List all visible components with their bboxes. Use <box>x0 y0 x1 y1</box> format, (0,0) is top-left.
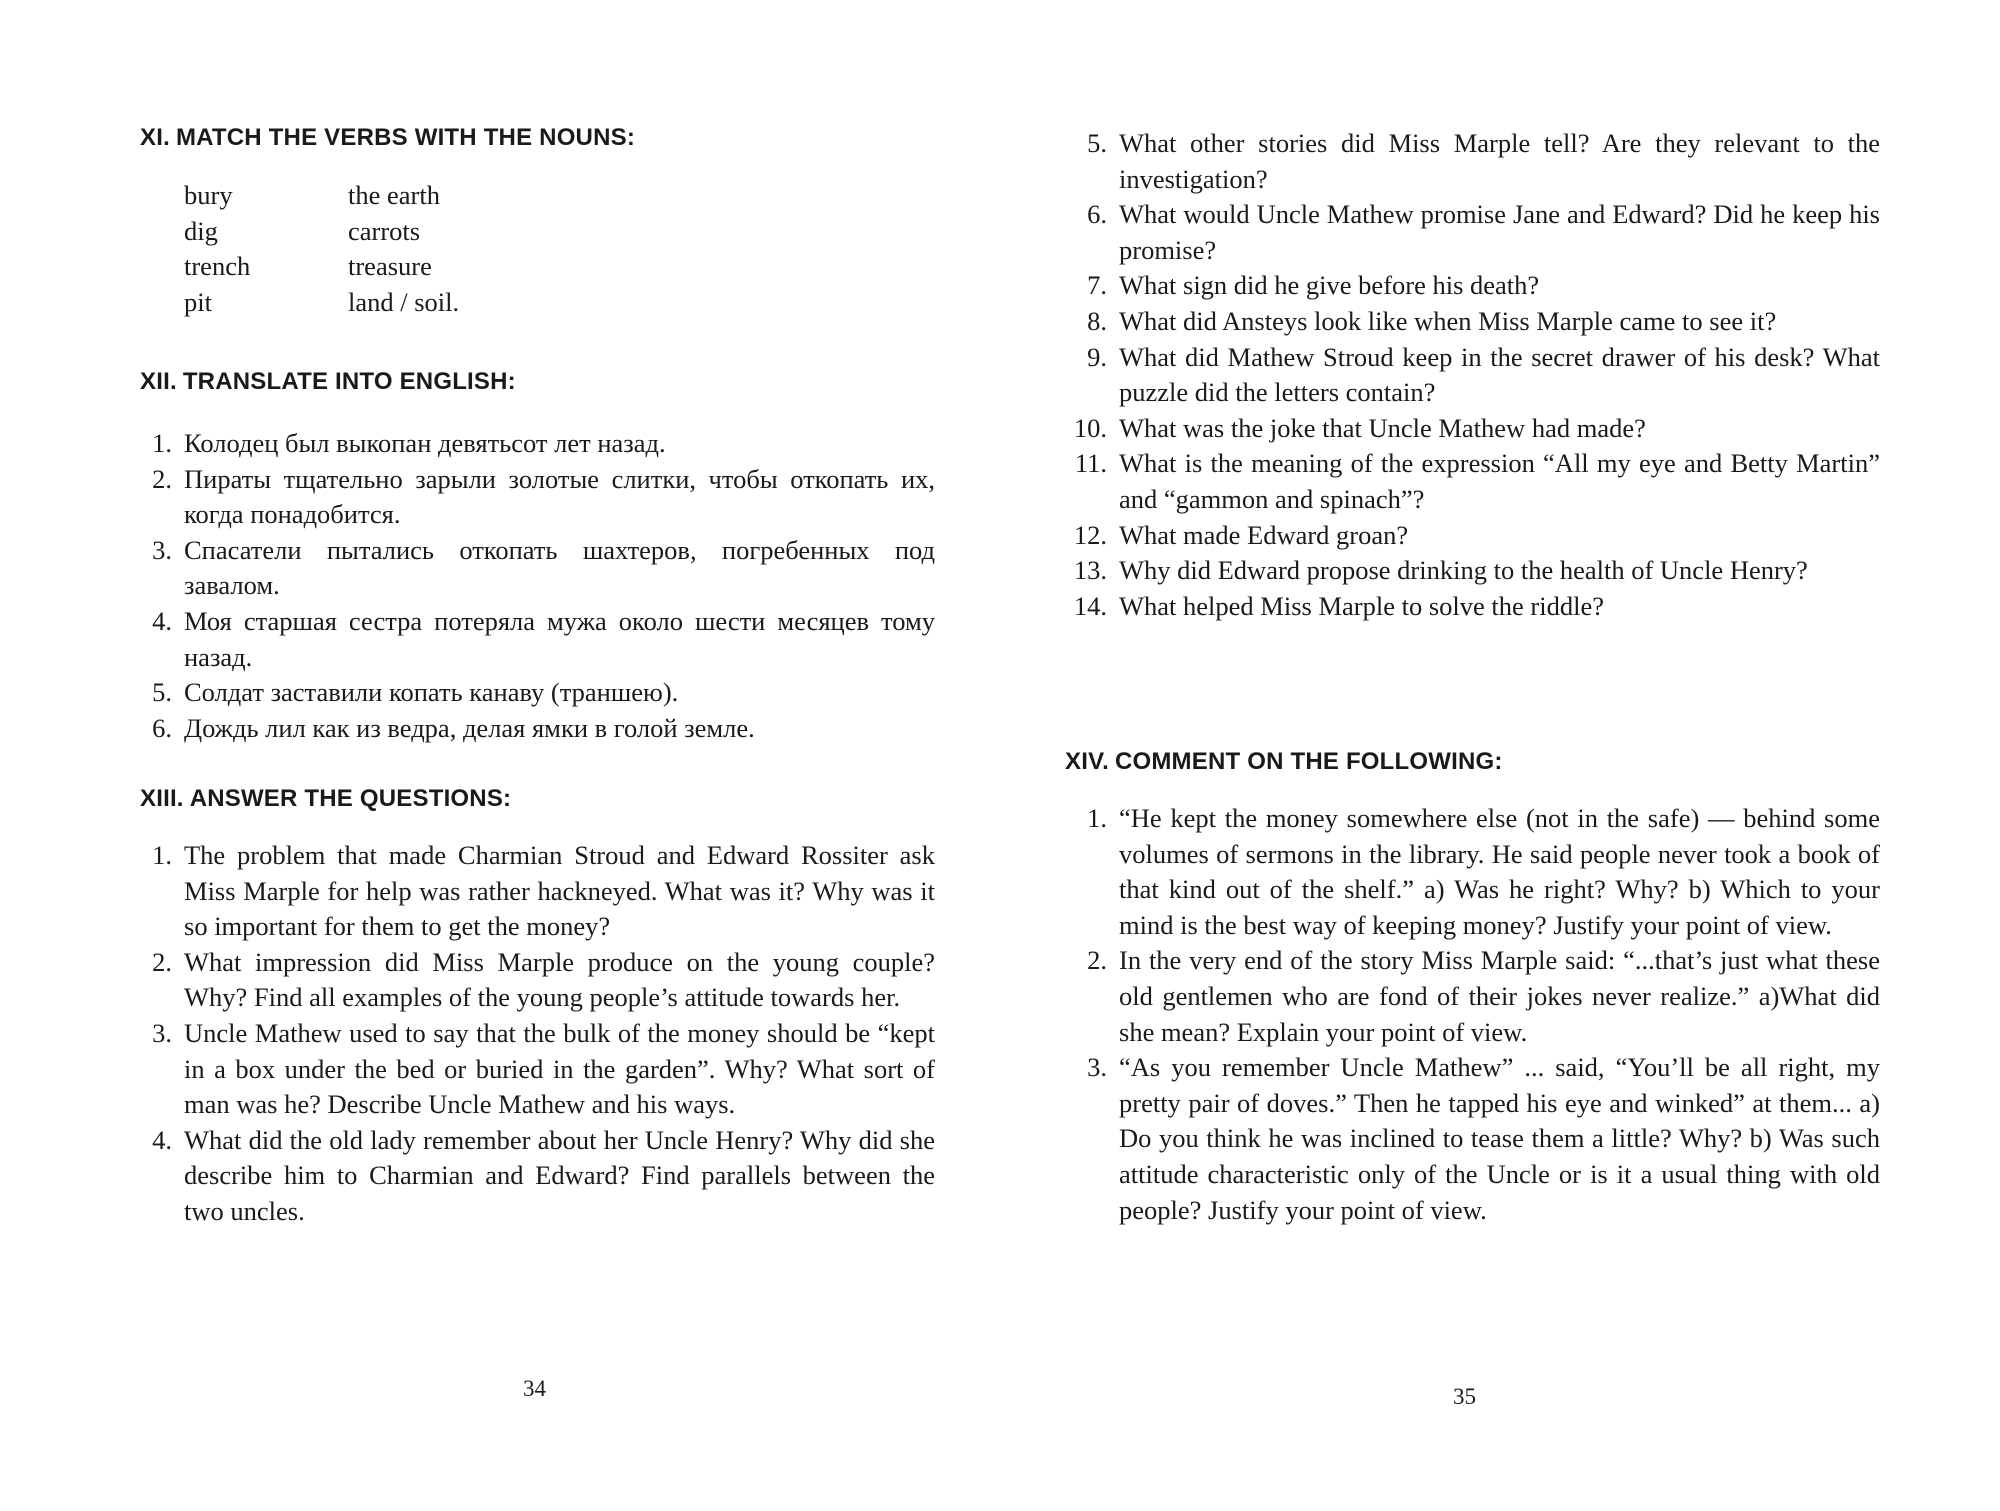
questions-list-continued <box>1065 126 1880 624</box>
list-item: 13. Why did Edward propose drinking to the health of Uncle Henry? <box>1073 555 1808 586</box>
section-xi-heading <box>140 124 635 152</box>
list-item: 2. In the very end of the story Miss Marple said: “...that’s just what these old gentlemen who are fond of their jokes never realize.” a)What did she mean? Explain your point of view. <box>1087 945 1880 1047</box>
list-item: 11. What is the meaning of the expression “All my eye and Betty Martin” and “gammon and spinach”? <box>1074 448 1880 514</box>
list-item: 3. “As you remember Uncle Mathew” ... said, “You’ll be all right, my pretty pair of doves.” Then he tapped his eye and winked” at them... a) Do you think he was inclined to tease them a little? Why? b) Was such attitude characteristic only of the Uncle or is it a usual thing with old people? Justify your point of view. <box>1087 1052 1880 1225</box>
section-number: XI. <box>140 124 170 151</box>
list-item: 7. What sign did he give before his death? <box>1087 270 1540 301</box>
list-item: 4. What did the old lady remember about her Uncle Henry? Why did she describe him to Charmian and Edward? Find parallels between the two uncles. <box>152 1124 935 1226</box>
match-noun: treasure <box>348 251 432 281</box>
list-item: 2. What impression did Miss Marple produce on the young couple? Why? Find all examples of the young people’s attitude towards her. <box>152 946 935 1013</box>
match-verb: bury <box>184 180 233 210</box>
list-item: 6. What would Uncle Mathew promise Jane and Edward? Did he keep his promise? <box>1087 199 1880 265</box>
section-xiv-heading <box>1065 748 1503 776</box>
list-item: 12. What made Edward groan? <box>1073 519 1409 550</box>
section-number: XII. <box>140 368 177 395</box>
comments-list <box>1065 801 1880 1228</box>
match-noun: carrots <box>348 215 421 246</box>
list-item: 10. What was the joke that Uncle Mathew had made? <box>1073 412 1646 443</box>
match-row <box>184 285 648 321</box>
list-item: 1. Колодец был выкопан девятьсот лет назад. <box>152 428 666 458</box>
match-row <box>184 178 648 214</box>
match-verb: dig <box>184 215 218 246</box>
translate-list <box>140 426 935 746</box>
page-number: 35 <box>1453 1384 1476 1409</box>
list-item: 14. What helped Miss Marple to solve the riddle? <box>1073 590 1604 621</box>
list-item: 4. Моя старшая сестра потеряла мужа около шести месяцев тому назад. <box>152 605 935 672</box>
list-item: 6. Дождь лил как из ведра, делая ямки в голой земле. <box>152 712 755 743</box>
list-item: 8. What did Ansteys look like when Miss Marple came to see it? <box>1087 305 1777 336</box>
section-number: XIII. <box>140 785 184 812</box>
list-item: 9. What did Mathew Stroud keep in the secret drawer of his desk? What puzzle did the letters contain? <box>1087 341 1880 408</box>
page-number: 34 <box>523 1376 546 1401</box>
section-title: MATCH THE VERBS WITH THE NOUNS: <box>175 124 636 151</box>
list-item: 3. Спасатели пытались откопать шахтеров, погребенных под завалом. <box>152 534 935 601</box>
match-noun: land / soil. <box>348 286 460 317</box>
match-row <box>184 249 648 285</box>
list-item: 5. What other stories did Miss Marple tell? Are they relevant to the investigation? <box>1087 128 1880 194</box>
section-title: ANSWER THE QUESTIONS: <box>189 785 512 812</box>
match-table <box>184 178 648 320</box>
list-item: 1. The problem that made Charmian Stroud and Edward Rossiter ask Miss Marple for help was rather hackneyed. What was it? Why was it so important for them to get the money? <box>152 840 935 942</box>
match-verb: pit <box>184 286 212 317</box>
match-row <box>184 214 648 250</box>
section-xii-heading <box>140 368 516 396</box>
section-number: XIV. <box>1065 748 1109 775</box>
match-verb: trench <box>184 251 251 281</box>
list-item: 2. Пираты тщательно зарыли золотые слитки, чтобы откопать их, когда понадобится. <box>152 463 935 530</box>
questions-list <box>140 838 935 1230</box>
right-page <box>1065 0 1880 1511</box>
match-noun: the earth <box>348 180 440 210</box>
list-item: 3. Uncle Mathew used to say that the bulk of the money should be “kept in a box under the bed or buried in the garden”. Why? What sort of man was he? Describe Uncle Mathew and his ways. <box>152 1017 935 1120</box>
list-item: 1. “He kept the money somewhere else (not in the safe) — behind some volumes of sermons in the library. He said people never took a book of that kind out of the shelf.” a) Was he right? Why? b) Which to your mind is the best way of keeping money? Justify your point of view. <box>1087 803 1880 940</box>
list-item: 5. Солдат заставили копать канаву (траншею). <box>152 677 679 708</box>
section-xiii-heading <box>140 785 511 813</box>
section-title: TRANSLATE INTO ENGLISH: <box>182 368 516 395</box>
left-page <box>140 0 935 1511</box>
section-title: COMMENT ON THE FOLLOWING: <box>1114 748 1503 775</box>
